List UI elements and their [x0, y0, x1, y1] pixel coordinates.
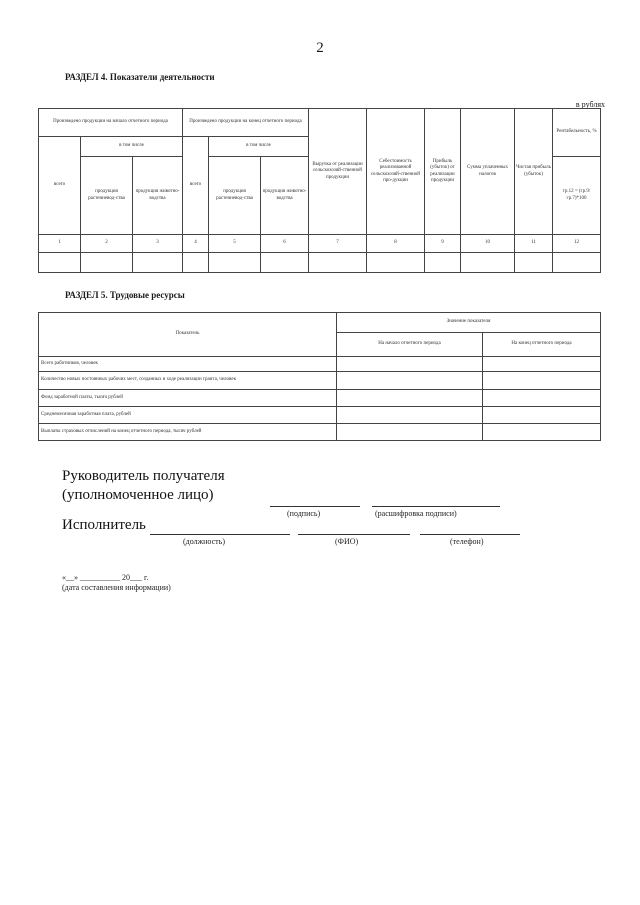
empty-cell: [337, 390, 483, 407]
signature-label: (подпись): [287, 509, 321, 518]
empty-cell: [367, 253, 425, 273]
section5-title: РАЗДЕЛ 5. Трудовые ресурсы: [65, 290, 185, 300]
empty-cell: [39, 253, 81, 273]
empty-cell: [183, 253, 209, 273]
signature-line: [270, 506, 360, 507]
empty-cell: [309, 253, 367, 273]
empty-cell: [337, 372, 483, 390]
empty-cell: [261, 253, 309, 273]
empty-cell: [515, 253, 553, 273]
position-label: (должность): [183, 537, 225, 546]
unit-label: в рублях: [575, 100, 605, 109]
executor-label: Исполнитель: [62, 517, 146, 533]
header-animal-start: продукция животно-водства: [133, 157, 183, 235]
table-row: Количество новых постоянных рабочих мест, созданных в ходе реализации гранта, человек: [39, 372, 337, 390]
empty-cell: [461, 253, 515, 273]
labor-table: [38, 312, 601, 441]
column-number: 2: [81, 235, 133, 253]
page-number: 2: [316, 40, 324, 56]
column-number: 7: [309, 235, 367, 253]
empty-cell: [483, 390, 601, 407]
header-plant-end: продукция растениевод-ства: [209, 157, 261, 235]
column-number: 5: [209, 235, 261, 253]
header-total-end: всего: [183, 137, 209, 235]
empty-cell: [209, 253, 261, 273]
phone-label: (телефон): [450, 537, 484, 546]
table-row: Фонд заработной платы, тысяч рублей: [39, 390, 337, 407]
header-cost: Себестоимость реализованной сельскохозяй-ственной про-дукции: [367, 109, 425, 235]
column-number: 10: [461, 235, 515, 253]
header-plant-start: продукция растениевод-ства: [81, 157, 133, 235]
decoding-line: [372, 506, 500, 507]
position-line: [150, 534, 290, 535]
empty-cell: [483, 372, 601, 390]
activity-table: [38, 108, 601, 273]
header-profitability-formula: гр.12 = (гр.9/гр.7)*100: [553, 157, 601, 235]
header-value: Значение показателя: [337, 313, 601, 333]
header-indicator: Показатель: [39, 313, 337, 357]
date-line: «__» __________ 20___ г.: [62, 573, 149, 582]
empty-cell: [337, 357, 483, 372]
empty-cell: [337, 407, 483, 424]
name-label: (ФИО): [335, 537, 359, 546]
section4-title: РАЗДЕЛ 4. Показатели деятельности: [65, 72, 215, 82]
column-number: 6: [261, 235, 309, 253]
header-including-end: в том числе: [209, 137, 309, 157]
column-number: 3: [133, 235, 183, 253]
header-total-start: всего: [39, 137, 81, 235]
empty-cell: [553, 253, 601, 273]
header-revenue: Выручка от реализации сельскохозяй-ственной продукции: [309, 109, 367, 235]
column-number: 1: [39, 235, 81, 253]
empty-cell: [337, 424, 483, 441]
header-including-start: в том числе: [81, 137, 183, 157]
header-animal-end: продукция животно-водства: [261, 157, 309, 235]
empty-cell: [133, 253, 183, 273]
head-title-line2: (уполномоченное лицо): [62, 487, 214, 503]
header-taxes: Сумма уплаченных налогов: [461, 109, 515, 235]
column-number: 8: [367, 235, 425, 253]
head-title-line1: Руководитель получателя: [62, 468, 225, 484]
header-end: На конец отчетного периода: [483, 333, 601, 357]
header-profitability: Рентабельность, %: [553, 109, 601, 157]
header-start: На начало отчетного периода: [337, 333, 483, 357]
column-number: 11: [515, 235, 553, 253]
empty-cell: [483, 357, 601, 372]
header-produced-start: Произведено продукции на начало отчетного периода: [39, 109, 183, 137]
column-number: 4: [183, 235, 209, 253]
table-row: Всего работников, человек: [39, 357, 337, 372]
decoding-label: (расшифровка подписи): [375, 509, 457, 518]
header-profit: Прибыль (убыток) от реализации продукции: [425, 109, 461, 235]
table-row: Среднемесячная заработная плата, рублей: [39, 407, 337, 424]
empty-cell: [483, 424, 601, 441]
column-number: 9: [425, 235, 461, 253]
date-label: (дата составления информации): [62, 583, 171, 592]
empty-cell: [81, 253, 133, 273]
empty-cell: [425, 253, 461, 273]
header-produced-end: Произведено продукции на конец отчетного периода: [183, 109, 309, 137]
phone-line: [420, 534, 520, 535]
header-net-profit: Чистая прибыль (убыток): [515, 109, 553, 235]
column-number: 12: [553, 235, 601, 253]
empty-cell: [483, 407, 601, 424]
name-line: [298, 534, 410, 535]
table-row: Выплаты страховых отчислений на конец отчетного периода, тысяч рублей: [39, 424, 337, 441]
